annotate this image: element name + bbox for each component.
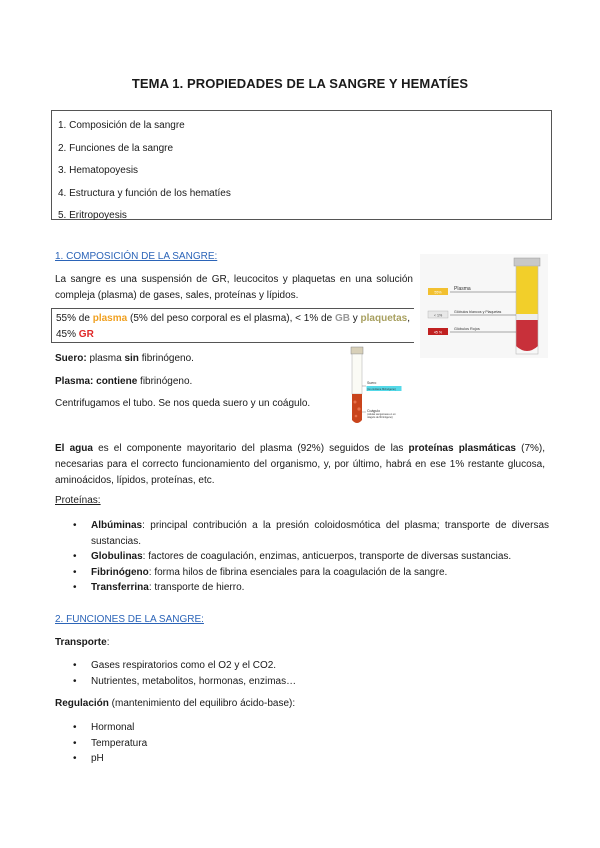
- agua-text: es el componente mayoritario del plasma (92%) seguidos de las: [92, 443, 409, 454]
- plasma-rest: fibrinógeno.: [137, 376, 193, 387]
- list-item: [73, 674, 549, 690]
- plasma-highlight: plasma: [92, 313, 128, 324]
- gb-highlight: GB: [334, 313, 350, 324]
- regulacion-text: (mantenimiento del equilibro ácido-base):: [108, 698, 296, 709]
- pct-plasma: 55%: [434, 290, 442, 295]
- suero-label: Suero:: [55, 353, 87, 364]
- protein-desc: : principal contribución a la presión coloidosmótica del plasma; transporte de diversas sustancias.: [91, 520, 549, 547]
- protein-desc: : factores de coagulación, enzimas, anticuerpos, transporte de diversas sustancias.: [142, 551, 512, 562]
- proteins-label: Proteínas:: [55, 495, 101, 506]
- protein-name: Albúminas: [91, 520, 143, 531]
- suero-rest: fibrinógeno.: [138, 353, 194, 364]
- toc-item: 3. Hematopoyesis: [58, 165, 139, 176]
- pct-white: < 1%: [433, 313, 443, 318]
- list-item: [73, 751, 549, 767]
- suero-line: [55, 351, 194, 367]
- composition-box: [51, 308, 414, 343]
- label-white: Glóbulos blancos y Plaquetas: [454, 310, 502, 314]
- list-item-text: pH: [91, 753, 104, 764]
- protein-name: Globulinas: [91, 551, 143, 562]
- list-item: [73, 720, 549, 736]
- gr-highlight: GR: [78, 329, 94, 340]
- regulacion-line: [55, 696, 295, 712]
- box-text: , 45%: [56, 313, 411, 340]
- list-item: [73, 518, 549, 549]
- suero-text: plasma: [86, 353, 125, 364]
- blood-tube-diagram: [420, 254, 548, 358]
- transporte-list: [73, 658, 549, 689]
- bullet-icon: •: [73, 675, 77, 687]
- proteins-list: [73, 518, 549, 596]
- intro-paragraph: La sangre es una suspensión de GR, leucocitos y plaquetas en una solución compleja (plasma) de gases, sales, proteínas y lípidos.: [55, 274, 413, 301]
- label-coagulo-desc: (células sanguíneas en un coágulo de fibrinógeno): [366, 413, 396, 419]
- box-text: y: [349, 313, 361, 324]
- centrifuged-tube-diagram: [336, 346, 432, 428]
- list-item-text: Temperatura: [91, 737, 148, 749]
- bullet-icon: •: [73, 520, 77, 531]
- label-plasma: Plasma: [454, 286, 471, 292]
- protein-desc: : forma hilos de fibrina esenciales para la coagulación de la sangre.: [148, 566, 448, 578]
- transporte-label: Transporte: [55, 637, 107, 648]
- table-of-contents: [51, 110, 552, 220]
- bullet-icon: •: [73, 582, 77, 593]
- plasma-label: Plasma:: [55, 376, 94, 387]
- regulacion-label: Regulación: [55, 698, 109, 709]
- protein-name: Fibrinógeno: [91, 566, 149, 578]
- centrifuge-line: Centrifugamos el tubo. Se nos queda suero y un coágulo.: [55, 398, 311, 409]
- section-heading-functions: 2. FUNCIONES DE LA SANGRE:: [55, 614, 204, 625]
- list-item: [73, 549, 549, 565]
- toc-item: 5. Eritropoyesis: [58, 210, 127, 221]
- plasma-line: [55, 374, 192, 390]
- label-suero-desc: (no contiene fibrinógeno): [367, 388, 396, 391]
- list-item-text: Nutrientes, metabolitos, hormonas, enzimas…: [91, 675, 297, 687]
- list-item-text: Gases respiratorios como el O2 y el CO2.: [91, 660, 277, 671]
- toc-item: 4. Estructura y función de los hematíes: [58, 187, 231, 199]
- list-item: [73, 565, 549, 581]
- bullet-icon: •: [73, 753, 77, 764]
- section-heading-composition: 1. COMPOSICIÓN DE LA SANGRE:: [55, 251, 218, 262]
- pct-red: 45 %: [433, 330, 443, 335]
- list-item: [73, 580, 549, 596]
- box-text: (5% del peso corporal es el plasma), < 1% de: [127, 313, 335, 324]
- agua-paragraph: [55, 441, 545, 489]
- list-item: [73, 658, 549, 674]
- list-item: [73, 736, 549, 752]
- bullet-icon: •: [73, 722, 77, 733]
- proteinas-bold: proteínas plasmáticas: [408, 443, 516, 454]
- regulacion-list: [73, 720, 549, 767]
- label-suero: Suero: [367, 381, 377, 385]
- agua-text-rest: (7%), necesarias para el correcto funcionamiento del organismo, y, por último, habrá en ese 1% restante glucosa, aminoácidos, lípidos, proteínas, etc.: [55, 443, 546, 486]
- suero-bold: sin: [124, 353, 139, 364]
- bullet-icon: •: [73, 660, 77, 671]
- transporte-colon: :: [106, 637, 110, 648]
- plaquetas-highlight: plaquetas: [360, 313, 408, 324]
- label-red: Glóbulos Rojos: [454, 327, 480, 331]
- bullet-icon: •: [73, 566, 77, 578]
- label-coagulo: Coágulo: [367, 409, 381, 413]
- bullet-icon: •: [73, 737, 77, 749]
- page-title: TEMA 1. PROPIEDADES DE LA SANGRE Y HEMATÍES: [131, 76, 469, 91]
- plasma-bold: contiene: [93, 376, 138, 387]
- protein-desc: : transporte de hierro.: [148, 582, 245, 593]
- agua-bold: El agua: [55, 443, 93, 454]
- protein-name: Transferrina: [91, 582, 149, 593]
- bullet-icon: •: [73, 551, 77, 562]
- transporte-line: [55, 635, 109, 651]
- list-item-text: Hormonal: [91, 722, 135, 733]
- toc-item: 2. Funciones de la sangre: [58, 142, 174, 154]
- box-text: 55% de: [56, 313, 93, 324]
- toc-item: 1. Composición de la sangre: [58, 120, 185, 131]
